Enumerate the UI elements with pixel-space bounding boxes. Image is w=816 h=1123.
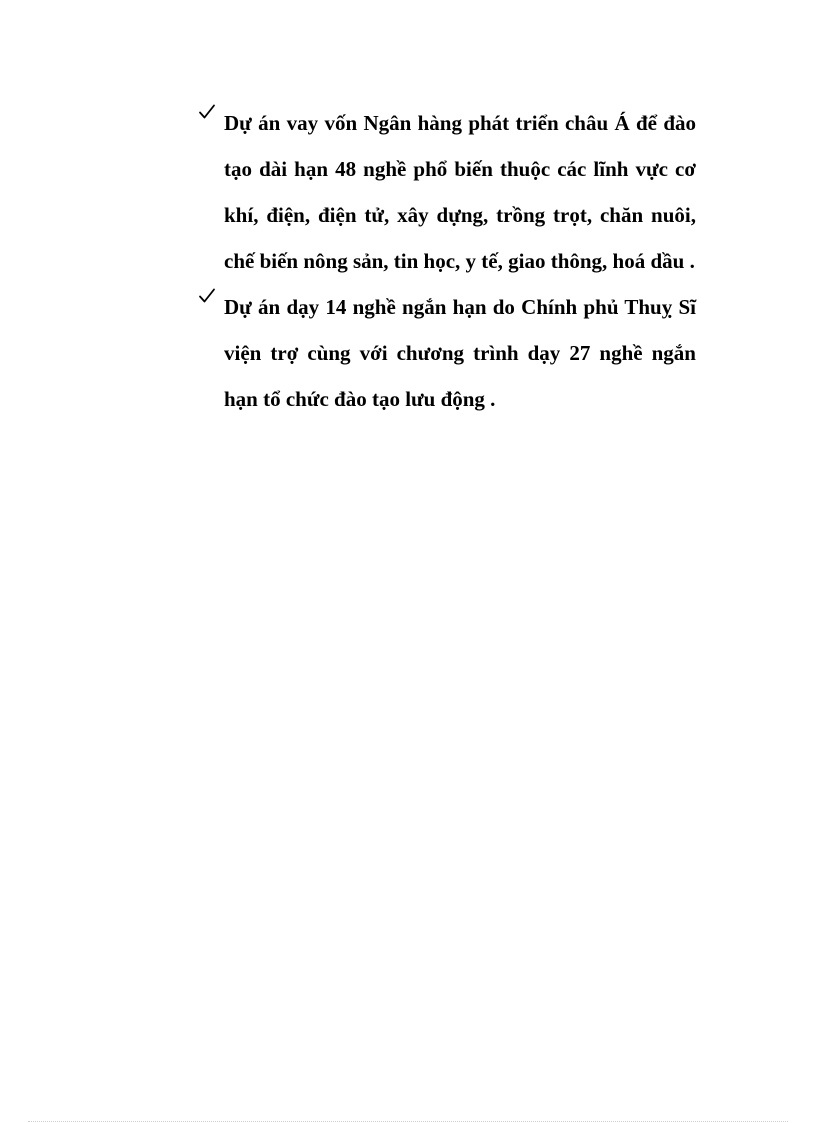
list-item-text: Dự án dạy 14 nghề ngắn hạn do Chính phủ Thuỵ Sĩ viện trợ cùng với chương trình dạy 27 nghề ngắn hạn tổ chức đào tạo lưu động .: [224, 295, 696, 411]
page-bottom-divider: [28, 1121, 788, 1122]
bullet-list: [196, 100, 696, 422]
list-item-text: Dự án vay vốn Ngân hàng phát triển châu Á để đào tạo dài hạn 48 nghề phổ biến thuộc các lĩnh vực cơ khí, điện, điện tử, xây dựng, trồng trọt, chăn nuôi, chế biến nông sản, tin học, y tế, giao thông, hoá dầu .: [224, 111, 696, 273]
list-item: [196, 100, 696, 284]
list-item: [196, 284, 696, 422]
checkmark-icon: [198, 287, 216, 305]
checkmark-icon: [198, 103, 216, 121]
